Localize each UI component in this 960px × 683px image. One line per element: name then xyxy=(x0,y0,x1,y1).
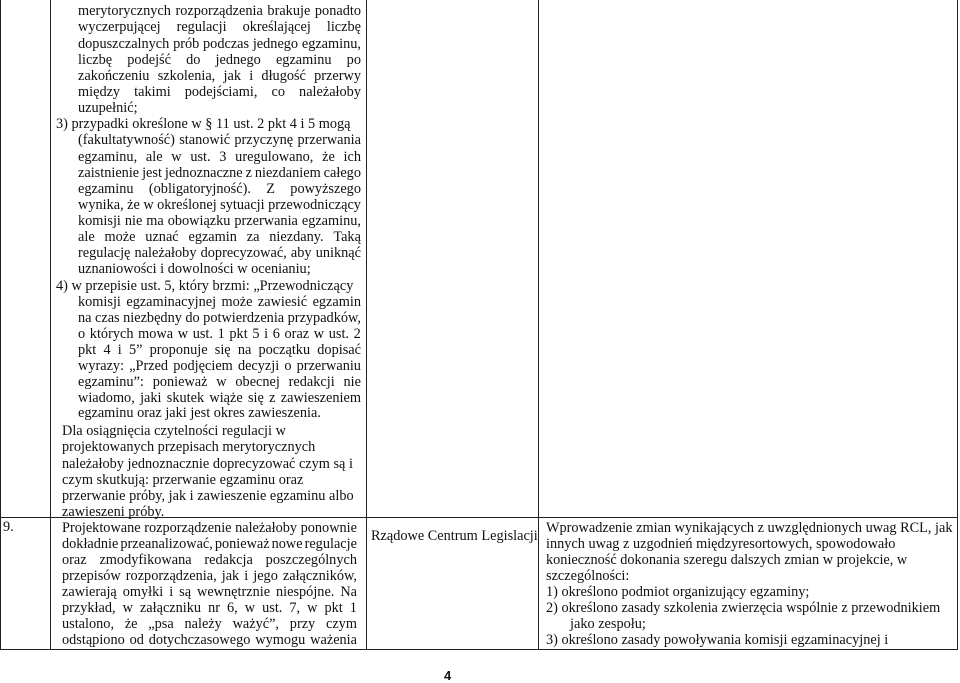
text-line: zakończeniu szkolenia, jak i długość przerwy xyxy=(78,68,361,84)
list-item-1: 1) określono podmiot organizujący egzaminy; xyxy=(546,584,810,600)
text-line: regulację należałoby doprecyzować, aby uniknąć xyxy=(78,245,361,261)
column-divider-2 xyxy=(366,0,367,650)
text-line: komisji nie ma obowiązku przerwania egzaminu, xyxy=(78,213,361,229)
text-line: uzupełnić; xyxy=(78,100,138,116)
text-line: na czas niezbędny do potwierdzenia przypadków, xyxy=(78,310,361,326)
text-line: (fakultatywność) stanowić przyczynę przerwania xyxy=(78,132,361,148)
text-line: Wprowadzenie zmian wynikających z uwzględnionych uwag RCL, jak xyxy=(546,520,953,536)
text-line: przepisów rozporządzenia, jak i jego załączników, xyxy=(62,568,357,584)
list-item-3: 3) przypadki określone w § 11 ust. 2 pkt 4 i 5 mogą xyxy=(56,116,351,132)
text-line: przykład, w załączniku nr 6, w ust. 7, w pkt 1 xyxy=(62,600,357,616)
text-line: wyczerpującej regulacji określającej liczbę xyxy=(78,19,361,35)
text-line: zawieszeni próby. xyxy=(62,504,165,520)
column-divider-1 xyxy=(50,0,51,650)
text-line: o których mowa w ust. 1 pkt 5 i 6 oraz w ust. 2 xyxy=(78,326,361,342)
text-line: czym skutkują: przerwanie egzaminu oraz xyxy=(62,472,304,488)
text-line: projektowanych przepisach merytorycznych xyxy=(62,439,316,455)
table-border-bottom xyxy=(0,649,958,650)
objection-text-top xyxy=(56,0,361,421)
text-line: konieczność dokonania szeregu dalszych zmian w projekcie, w xyxy=(546,552,908,568)
column-divider-3 xyxy=(538,0,539,650)
text-line: liczbę podejść do jednego egzaminu po xyxy=(78,52,361,68)
objection-summary xyxy=(62,420,362,520)
submitter-name: Rządowe Centrum Legislacji xyxy=(371,528,538,544)
list-item-2: 2) określono zasady szkolenia zwierzęcia wspólnie z przewodnikiem xyxy=(546,600,941,616)
page-number: 4 xyxy=(444,668,452,683)
text-line: merytorycznych rozporządzenia brakuje ponadto xyxy=(78,3,361,19)
text-line: dokładnie przeanalizować, ponieważ nowe regulacje xyxy=(62,536,357,552)
list-item-4: 4) w przepisie ust. 5, który brzmi: „Przewodniczący xyxy=(56,278,354,294)
text-line: innych uwag z uzgodnień międzyresortowych, spowodowało xyxy=(546,536,896,552)
text-line: należałoby jednoznacznie doprecyzować czym są i xyxy=(62,456,353,472)
text-line: Projektowane rozporządzenie należałoby ponownie xyxy=(62,520,357,536)
text-line: ustalono, że „psa należy ważyć”, przy czym xyxy=(62,616,357,632)
text-line: komisji egzaminacyjnej może zawiesić egzamin xyxy=(78,294,361,310)
response-text xyxy=(546,518,951,648)
text-line: zaistnienie jest jednoznaczne z niezdaniem całego xyxy=(78,165,361,181)
row-number: 9. xyxy=(3,519,14,535)
text-line: wynika, że w określonej sytuacji przewodniczący xyxy=(78,197,361,213)
text-line: egzaminu (obligatoryjność). Z powyższego xyxy=(78,181,361,197)
text-line: uznaniowości i dowolności w ocenianiu; xyxy=(78,261,311,277)
objection-text-row9 xyxy=(62,518,357,648)
text-line: Dla osiągnięcia czytelności regulacji w xyxy=(62,423,286,439)
text-line: ale może uznać egzamin za niezdany. Taką xyxy=(78,229,361,245)
text-line: wiadomo, jaki skutek wiąże się z zawieszeniem xyxy=(78,390,361,406)
text-line: odstąpiono od dotychczasowego wymogu ważenia xyxy=(62,632,357,648)
text-line: jako zespołu; xyxy=(570,616,646,632)
text-line: wyrazy: „Przed podjęciem decyzji o przerwaniu xyxy=(78,358,361,374)
text-line: egzaminu”: ponieważ w obecnej redakcji nie xyxy=(78,374,361,390)
text-line: między takimi podejściami, co należałoby xyxy=(78,84,361,100)
text-line: dopuszczalnych prób podczas jednego egzaminu, xyxy=(78,36,361,52)
table-border-left xyxy=(0,0,1,650)
text-line: szczególności: xyxy=(546,568,630,584)
table-border-right xyxy=(957,0,958,650)
text-line: egzaminu oraz jaki jest okres zawieszenia. xyxy=(78,405,321,421)
text-line: oraz zmodyfikowana redakcja poszczególnych xyxy=(62,552,357,568)
text-line: egzaminu, ale w ust. 3 uregulowano, że ich xyxy=(78,149,361,165)
text-line: przerwanie próby, jak i zawieszenie egzaminu albo xyxy=(62,488,354,504)
list-item-3: 3) określono zasady powoływania komisji egzaminacyjnej i xyxy=(546,632,889,648)
text-line: pkt 4 i 5” proponuje się na początku dopisać xyxy=(78,342,361,358)
text-line: zawierają omyłki i są wewnętrznie niespójne. Na xyxy=(62,584,357,600)
